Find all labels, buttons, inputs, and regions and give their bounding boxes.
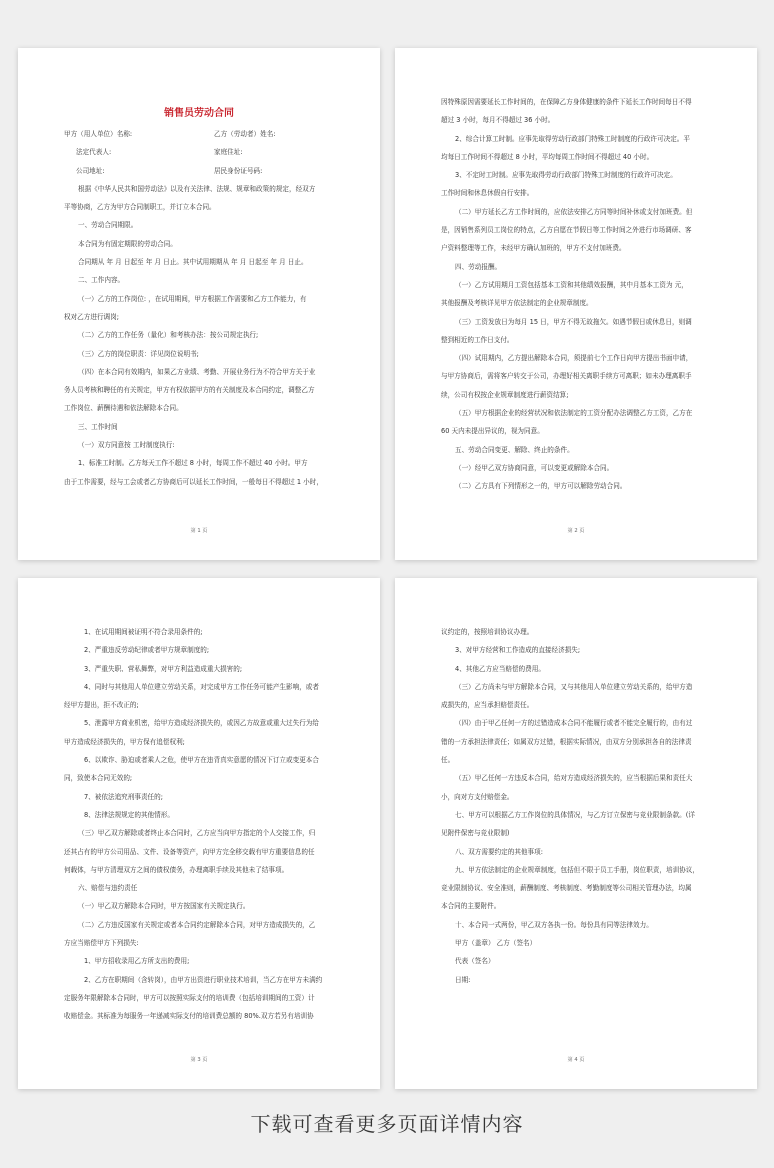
paragraph-line: 平等协商，乙方为甲方合同制职工，并订立本合同。: [64, 203, 216, 212]
party-a-label: 甲方（用人单位）名称:: [64, 130, 133, 138]
list-item: 4、同时与其他用人单位建立劳动关系，对完成甲方工作任务可能产生影响，或者: [84, 682, 319, 691]
paragraph-line: （三）甲乙双方解除或者终止本合同时，乙方应当向甲方指定的个人交接工作，归: [78, 829, 316, 838]
legal-rep-label: 法定代表人:: [76, 148, 112, 157]
paragraph-line: （二）甲方延长乙方工作时间的，应依法安排乙方同等时间补休或支付加班费。但: [455, 207, 693, 216]
section-heading: 五、劳动合同变更、解除、终止的条件。: [455, 445, 574, 454]
paragraph-line: （四）由于甲乙任何一方的过错造成本合同不能履行或者不能完全履行的，由有过: [455, 719, 693, 728]
paragraph-line: 其他报酬及考核详见甲方依法制定的企业规章制度。: [441, 299, 593, 308]
list-item: 7、被依法追究刑事责任的;: [84, 792, 163, 801]
paragraph-line: （一）经甲乙双方协商同意，可以变更或解除本合同。: [455, 463, 614, 472]
paragraph-line: 与甲方协商后，需将客户转交于公司，办理好相关离职手续方可离职；如未办理离职手: [441, 372, 692, 381]
paragraph-line: 本合同为有固定期限的劳动合同。: [78, 239, 177, 248]
page-3-body: [64, 628, 342, 1031]
paragraph-line: （三）乙方的岗位职责：详见岗位说明书;: [78, 349, 199, 358]
paragraph-line: 均每日工作时间不得超过 8 小时，平均每周工作时间不得超过 40 小时。: [441, 152, 654, 161]
section-heading: 十、本合同一式两份，甲乙双方各执一份。每份具有同等法律效力。: [455, 920, 653, 929]
page-number: 第 3 页: [190, 1057, 208, 1063]
list-item: 4、其他乙方应当赔偿的费用。: [455, 664, 545, 673]
paragraph-line: 错的一方承担法律责任；如属双方过错，根据实际情况，由双方分别承担各自的法律责: [441, 737, 692, 746]
list-item: 8、法律法规规定的其他情形。: [84, 810, 174, 819]
paragraph-line: 成损失的，应当承担赔偿责任。: [441, 701, 534, 710]
paragraph-line: 1、标准工时制。乙方每天工作不超过 8 小时，每周工作不超过 40 小时。甲方: [78, 459, 308, 468]
paragraph-line: 务人员考核和聘任的有关规定，甲方有权依据甲方的有关制度及本合同约定，调整乙方: [64, 386, 315, 395]
section-heading: 二、工作内容。: [78, 276, 125, 285]
paragraph-line: 本合同的主要附件。: [441, 902, 501, 911]
paragraph-line: 权对乙方进行调岗;: [64, 312, 119, 321]
paragraph-line: 还其占有的甲方公司用品、文件、设备等资产，向甲方完全移交载有甲方重要信息的任: [64, 847, 315, 856]
paragraph-line: 收赔偿金。其标准为每服务一年递减实际支付的培训费总额的 80%.双方若另有培训协: [64, 1012, 314, 1021]
paragraph-line: 根据《中华人民共和国劳动法》以及有关法律、法规、规章和政策的规定，经双方: [78, 184, 316, 193]
paragraph-line: 整到相近的工作日支付。: [441, 335, 514, 344]
paragraph-line: 竞业限制协议、安全准则，薪酬制度、考核制度、考勤制度等公司相关管理办法，均属: [441, 884, 692, 893]
list-item: 1、甲方招收录用乙方所支出的费用;: [84, 957, 190, 966]
company-addr-label: 公司地址:: [76, 166, 105, 175]
paragraph-line: （一）双方同意按 工时制度执行:: [78, 441, 175, 450]
paragraph-line: （一）甲乙双方解除本合同时，甲方按国家有关规定执行。: [78, 902, 250, 911]
list-item: 3、对甲方经营和工作造成的直接经济损失;: [455, 646, 581, 655]
paragraph-line: 同，致使本合同无效的;: [64, 774, 133, 783]
addr-row: [64, 167, 342, 175]
document-title: 销售员劳动合同: [164, 108, 234, 119]
party-row: [64, 130, 342, 138]
paragraph-line: 小，向对方支付赔偿金。: [441, 792, 514, 801]
date-line: 日期:: [455, 975, 471, 984]
section-heading: 七、甲方可以根据乙方工作岗位的具体情况，与乙方订立保密与竞业限制条款。(详: [455, 810, 695, 819]
document-page-3: [18, 578, 380, 1089]
document-page-4: [395, 578, 757, 1089]
paragraph-line: （二）乙方的工作任务（量化）和考核办法：按公司规定执行;: [78, 331, 259, 340]
list-item: 2、乙方在职期间（含转岗），由甲方出资进行职业技术培训，当乙方在甲方未满约: [84, 975, 323, 984]
paragraph-line: （三）乙方尚未与甲方解除本合同，又与其他用人单位建立劳动关系的，给甲方造: [455, 682, 693, 691]
paragraph-line: 方应当赔偿甲方下列损失:: [64, 939, 139, 948]
more-pages-caption: 下载可查看更多页面详情内容: [250, 1112, 524, 1136]
list-item: 2、严重违反劳动纪律或者甲方规章制度的;: [84, 646, 210, 655]
paragraph-line: （四）在本合同有效期内，如果乙方业绩、考勤、开展业务行为不符合甲方关于业: [78, 367, 316, 376]
signature-line: 代表（签名）: [455, 957, 495, 966]
page-2-body: [441, 98, 719, 501]
paragraph-line: 2、综合计算工时制。应事先取得劳动行政部门特殊工时制度的行政许可决定。平: [455, 134, 690, 143]
document-page-2: [395, 48, 757, 560]
paragraph-line: （一）乙方试用期月工资包括基本工资和其他绩效报酬，其中月基本工资为 元，: [455, 280, 688, 289]
paragraph-line: （四）试用期内，乙方提出解除本合同，须提前七个工作日向甲方提出书面申请，: [455, 354, 693, 363]
document-page-1: [18, 48, 380, 560]
paragraph-line: 定服务年限解除本合同时，甲方可以按照实际支付的培训费（包括培训期间的工资）计: [64, 993, 315, 1002]
page-4-body: [441, 628, 719, 994]
rep-row: [64, 148, 342, 156]
paragraph-line: 户资料整理等工作，未经甲方确认加班的，甲方不支付加班费。: [441, 244, 626, 253]
paragraph-line: 60 天内未提出异议的，视为同意。: [441, 427, 544, 436]
paragraph-line: 工作岗位、薪酬待遇和依法解除本合同。: [64, 404, 183, 413]
paragraph-line: 任。: [441, 756, 455, 765]
paragraph-line: 经甲方提出，拒不改正的;: [64, 701, 139, 710]
list-item: 3、严重失职、营私舞弊，对甲方利益造成重大损害的;: [84, 664, 243, 673]
paragraph-line: （五）甲乙任何一方违反本合同，给对方造成经济损失的，应当根据后果和责任大: [455, 774, 693, 783]
paragraph-line: （二）乙方具有下列情形之一的，甲方可以解除劳动合同。: [455, 482, 627, 491]
signature-line: 甲方（盖章） 乙方（签名）: [455, 939, 537, 948]
list-item: 5、泄露甲方商业机密，给甲方造成经济损失的，或因乙方故意或重大过失行为给: [84, 719, 319, 728]
list-item: 6、以欺诈、胁迫或者乘人之危，使甲方在违背真实意愿的情况下订立或变更本合: [84, 756, 319, 765]
home-addr-label: 家庭住址:: [214, 148, 243, 157]
paragraph-line: 因特殊原因需要延长工作时间的，在保障乙方身体健康的条件下延长工作时间每日不得: [441, 98, 692, 106]
page-number: 第 4 页: [567, 1057, 585, 1063]
paragraph-line: 见附件保密与竞业限制): [441, 829, 510, 838]
paragraph-line: 工作时间和休息休假自行安排。: [441, 189, 534, 198]
page-number: 第 2 页: [567, 528, 585, 534]
paragraph-line: 何载体，与甲方清理双方之间的债权债务，办理离职手续及其他未了结事项。: [64, 865, 289, 874]
list-item: 1、在试用期间被证明不符合录用条件的;: [84, 628, 203, 636]
id-no-label: 居民身份证号码:: [214, 166, 263, 175]
paragraph-line: （一）乙方的工作岗位: ，在试用期间，甲方根据工作需要和乙方工作能力，有: [78, 294, 307, 303]
section-heading: 八、双方需要约定的其他事项:: [455, 847, 543, 856]
party-b-label: 乙方（劳动者）姓名:: [214, 130, 276, 138]
section-heading: 九、甲方依法制定的企业规章制度，包括但不限于员工手册，岗位职责，培训协议，: [455, 865, 699, 874]
paragraph-line: 由于工作需要，经与工会或者乙方协商后可以延长工作时间，一般每日不得超过 1 小时，: [64, 477, 323, 486]
section-heading: 一、劳动合同期限。: [78, 221, 138, 230]
section-heading: 四、劳动报酬。: [455, 262, 502, 271]
page-number: 第 1 页: [190, 528, 208, 534]
paragraph-line: 超过 3 小时，每月不得超过 36 小时。: [441, 116, 555, 125]
paragraph-line: 续，公司有权按企业规章制度进行薪资结算;: [441, 390, 569, 399]
section-heading: 六、赔偿与违约责任: [78, 884, 138, 893]
paragraph-line: （五）甲方根据企业的经营状况和依法制定的工资分配办法调整乙方工资，乙方在: [455, 409, 693, 418]
section-heading: 三、工作时间: [78, 422, 118, 431]
paragraph-line: 甲方造成经济损失的，甲方保有追偿权利;: [64, 737, 185, 746]
paragraph-line: 是，因销售系列员工岗位的特点，乙方自愿在节假日等工作时间之外进行市场调研、客: [441, 226, 692, 235]
paragraph-line: （三）工资发放日为每月 15 日，甲方不得无故拖欠。如遇节假日或休息日，则调: [455, 317, 692, 326]
paragraph-line: 议约定的，按照培训协议办理。: [441, 628, 534, 636]
paragraph-line: 合同期从 年 月 日起至 年 月 日止。其中试用期期从 年 月 日起至 年 月 日止。: [78, 258, 308, 267]
paragraph-line: （二）乙方违反国家有关规定或者本合同约定解除本合同，对甲方造成损失的，乙: [78, 920, 316, 929]
page-1-body: [64, 130, 342, 496]
paragraph-line: 3、不定时工时制。应事先取得劳动行政部门特殊工时制度的行政许可决定。: [455, 171, 677, 180]
